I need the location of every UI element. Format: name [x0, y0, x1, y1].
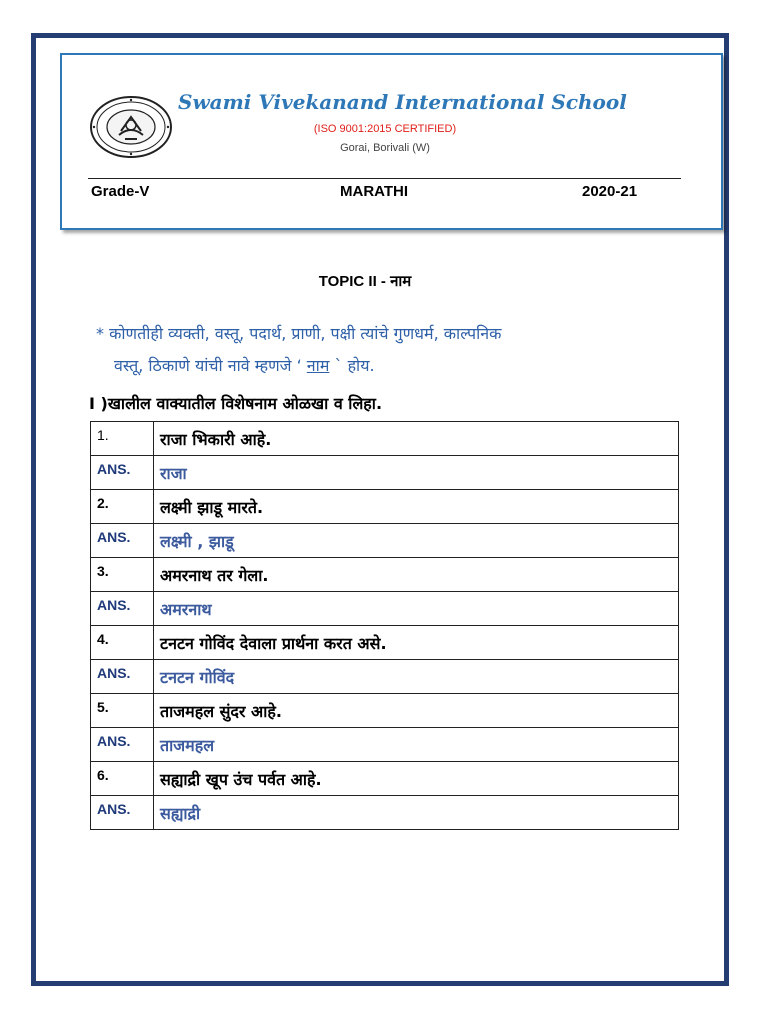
answer-label: ANS. [91, 524, 154, 558]
school-address: Gorai, Borivali (W) [340, 142, 430, 154]
answer-label: ANS. [91, 728, 154, 762]
question-row [91, 626, 679, 660]
question-number: 6. [91, 762, 154, 796]
answer-row [91, 660, 679, 694]
question-row [91, 490, 679, 524]
question-row [91, 558, 679, 592]
subject-label: MARATHI [340, 183, 409, 200]
definition-line-2-start: वस्तू, ठिकाणे यांची नावे म्हणजे ‘ [114, 356, 307, 375]
question-number: 2. [91, 490, 154, 524]
question-row [91, 422, 679, 456]
question-text: ताजमहल सुंदर आहे. [154, 694, 679, 728]
answer-label: ANS. [91, 796, 154, 830]
header-divider [88, 178, 681, 179]
answer-row [91, 796, 679, 830]
answer-text: लक्ष्मी , झाडू [154, 524, 679, 558]
answer-text: सह्याद्री [154, 796, 679, 830]
grade-label: Grade-V [91, 183, 150, 200]
exercise-instruction: I )खालील वाक्यातील विशेषनाम ओळखा व लिहा. [89, 394, 383, 413]
question-text: राजा भिकारी आहे. [154, 422, 679, 456]
school-name: Swami Vivekanand International School [178, 90, 627, 114]
answer-text: अमरनाथ [154, 592, 679, 626]
question-answer-table [90, 421, 679, 830]
answer-row [91, 592, 679, 626]
answer-row [91, 524, 679, 558]
question-number: 5. [91, 694, 154, 728]
answer-text: राजा [154, 456, 679, 490]
answer-text: टनटन गोविंद [154, 660, 679, 694]
definition-line-2-end: ` होय. [329, 356, 375, 375]
question-row [91, 762, 679, 796]
definition-line-2 [96, 350, 686, 382]
answer-label: ANS. [91, 456, 154, 490]
question-number: 1. [91, 422, 154, 456]
question-text: सह्याद्री खूप उंच पर्वत आहे. [154, 762, 679, 796]
answer-text: ताजमहल [154, 728, 679, 762]
question-row [91, 694, 679, 728]
academic-year: 2020-21 [582, 183, 638, 200]
answer-label: ANS. [91, 660, 154, 694]
question-text: लक्ष्मी झाडू मारते. [154, 490, 679, 524]
question-text: टनटन गोविंद देवाला प्रार्थना करत असे. [154, 626, 679, 660]
definition-text [96, 318, 686, 382]
certification-text: (ISO 9001:2015 CERTIFIED) [313, 123, 457, 135]
answer-row [91, 728, 679, 762]
topic-title: TOPIC II - नाम [318, 273, 412, 290]
answer-label: ANS. [91, 592, 154, 626]
school-logo [89, 95, 173, 159]
definition-keyword: नाम [306, 356, 330, 375]
answer-row [91, 456, 679, 490]
question-number: 4. [91, 626, 154, 660]
question-text: अमरनाथ तर गेला. [154, 558, 679, 592]
question-number: 3. [91, 558, 154, 592]
definition-line-1: * कोणतीही व्यक्ती, वस्तू, पदार्थ, प्राणी, पक्षी त्यांचे गुणधर्म, काल्पनिक [96, 324, 502, 343]
